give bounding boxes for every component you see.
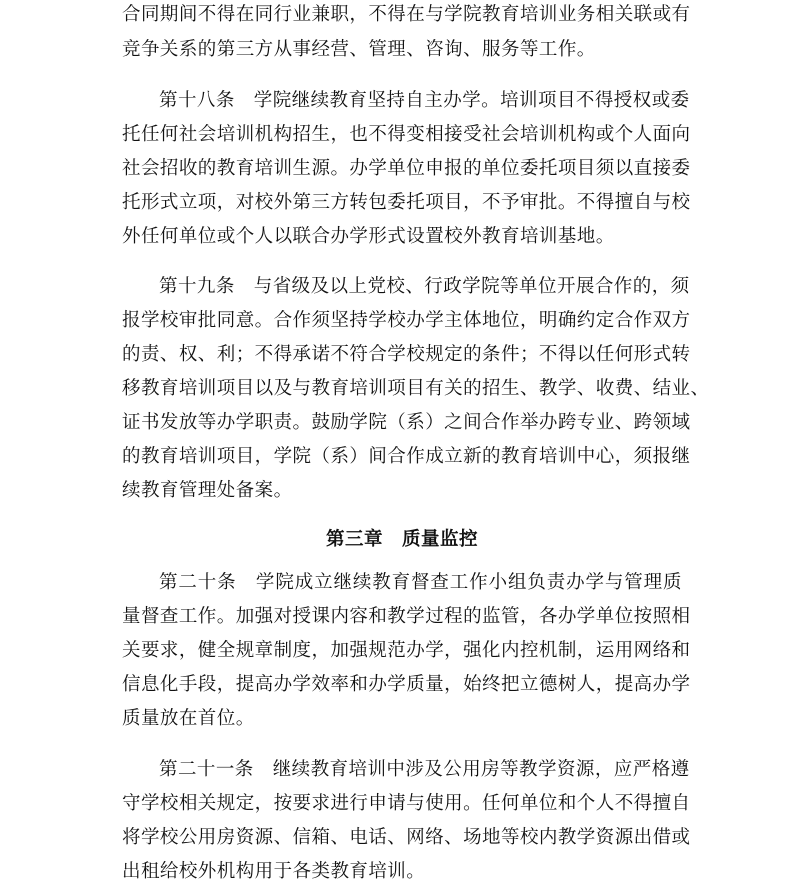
text-line: 证书发放等办学职责。鼓励学院（系）之间合作举办跨专业、跨领域	[122, 412, 691, 433]
text-line: 量督查工作。加强对授课内容和教学过程的监管，各办学单位按照相	[122, 606, 691, 627]
text-line: 质量放在首位。	[122, 708, 255, 729]
text-line: 的责、权、利；不得承诺不符合学校规定的条件；不得以任何形式转	[122, 344, 691, 365]
text-line: 续教育管理处备案。	[122, 480, 293, 501]
text-line: 托任何社会培训机构招生，也不得变相接受社会培训机构或个人面向	[122, 124, 691, 145]
text-line: 合同期间不得在同行业兼职，不得在与学院教育培训业务相关联或有	[122, 4, 691, 25]
text-line: 报学校审批同意。合作须坚持学校办学主体地位，明确约定合作双方	[122, 310, 691, 331]
text-line: 守学校相关规定，按要求进行申请与使用。任何单位和个人不得擅自	[122, 793, 691, 814]
text-line: 社会招收的教育培训生源。办学单位申报的单位委托项目须以直接委	[122, 158, 691, 179]
text-line: 第十九条 与省级及以上党校、行政学院等单位开展合作的，须	[159, 276, 690, 297]
text-line: 第二十条 学院成立继续教育督查工作小组负责办学与管理质	[159, 572, 682, 593]
chapter-heading: 第三章 质量监控	[325, 529, 478, 550]
text-line: 关要求，健全规章制度，加强规范办学，强化内控机制，运用网络和	[122, 640, 691, 661]
text-line: 将学校公用房资源、信箱、电话、网络、场地等校内教学资源出借或	[122, 827, 691, 848]
text-line: 移教育培训项目以及与教育培训项目有关的招生、教学、收费、结业、	[122, 378, 710, 399]
text-line: 的教育培训项目，学院（系）间合作成立新的教育培训中心，须报继	[122, 446, 691, 467]
text-line: 出租给校外机构用于各类教育培训。	[122, 861, 426, 882]
text-line: 托形式立项，对校外第三方转包委托项目，不予审批。不得擅自与校	[122, 192, 691, 213]
text-line: 第十八条 学院继续教育坚持自主办学。培训项目不得授权或委	[159, 90, 690, 111]
text-line: 第二十一条 继续教育培训中涉及公用房等教学资源，应严格遵	[159, 759, 690, 780]
text-line: 信息化手段，提高办学效率和办学质量，始终把立德树人，提高办学	[122, 674, 691, 695]
text-line: 外任何单位或个人以联合办学形式设置校外教育培训基地。	[122, 226, 615, 247]
text-line: 竞争关系的第三方从事经营、管理、咨询、服务等工作。	[122, 39, 596, 60]
